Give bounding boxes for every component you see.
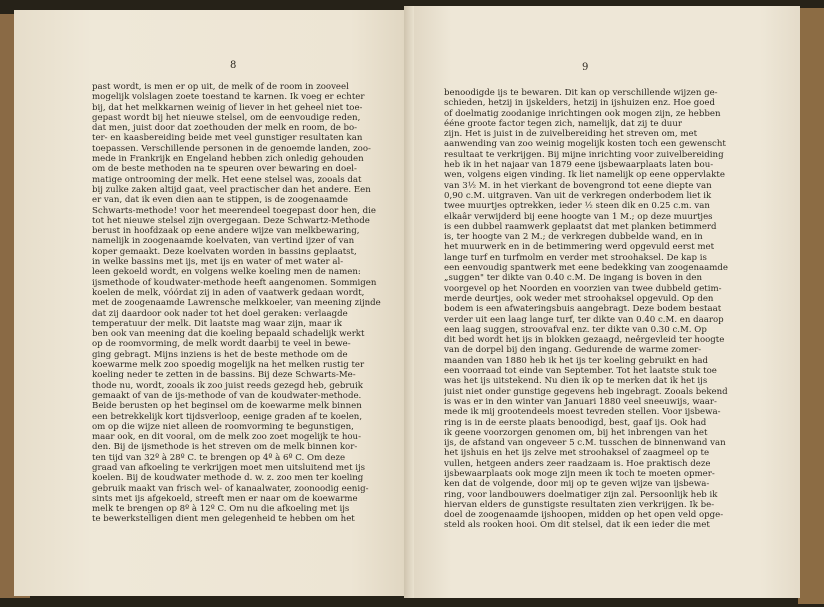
text-line: is een dubbel raamwerk geplaatst dat met planken betimmerd [444,221,717,232]
text-line: temperatuur der melk. Dit laatste mag waar zijn, maar ik [92,318,342,329]
text-line: ijs, de afstand van ongeveer 5 c.M. tusschen de binnenwand van [444,438,726,449]
text-line: een laag suggen, stroovafval enz. ter dikte van 0.30 c.M. Op [444,324,707,335]
text-line: berust in hoofdzaak op eene andere wijze van melkbewaring, [92,226,360,237]
text-line: op de roomvorming, de melk wordt daarbij te veel in bewe- [92,339,351,350]
text-line: maar ook, en dit vooral, om de melk zoo zoet mogelijk te hou- [92,432,361,443]
text-line: het ijshuis en het ijs zelve met stroohaksel of zaagmeel op te [444,448,710,459]
text-line: thode nu, wordt, zooals ik zoo juist reeds gezegd heb, gebruik [92,380,363,391]
page-number: 8 [230,60,237,71]
text-line: gebruik maakt van frisch wel- of kanaalwater, zoonoodig eenig- [92,483,369,494]
text-line: ijsbewaarplaats ook moge zijn meen ik toch te moeten opmer- [444,468,715,479]
text-line: voorgevel op het Noorden en voorzien van twee dubbeld getim- [444,283,722,294]
text-line: ik geene voorzorgen genomen om, bij het inbrengen van het [444,427,708,438]
text-line: Schwarts-methode! voor het meerendeel toegepast door hen, die [92,205,376,216]
text-line: steld als rooken hooi. Om dit stelsel, dat ik een ieder die met [444,520,710,531]
text-line: gemaakt of van de ijs-methode of van de koudwater-methode. [92,390,362,401]
page-number: 9 [582,62,589,73]
text-line: leen gekoeld wordt, en volgens welke koeling men de namen: [92,267,361,278]
text-line: ging gebragt. Mijns inziens is het de beste methode om de [92,349,348,360]
text-line: koelen. Bij de koudwater methode d. w. z. zoo men ter koeling [92,473,364,484]
text-line: maanden van 1880 heb ik het ijs ter koeling gebruikt en had [444,355,709,366]
text-line: mede ik mij grootendeels moest tevreden stellen. Voor ijsbewa- [444,407,721,418]
text-line: was het ijs uitstekend. Nu dien ik op te merken dat ik het ijs [444,376,708,387]
page-body-text [444,88,766,531]
text-line: of doelmatig zoodanige inrichtingen ook mogen zijn, ze hebben [444,108,721,119]
text-line: past wordt, is men er op uit, de melk of de room in zooveel [92,82,349,92]
text-line: te bewerkstelligen dient men gelegenheid te hebben om het [92,514,355,525]
text-line: tot het nieuwe stelsel zijn overgegaan. Deze Schwartz-Methode [92,215,370,226]
text-line: een betrekkelijk kort tijdsverloop, eenige graden af te koelen, [92,411,363,422]
text-line: twee muurtjes optrekken, ieder ½ steen dik en 0.25 c.m. van [444,201,710,212]
text-line: dat zij daardoor ook nader tot het doel geraken: verlaagde [92,308,348,319]
text-line: mede in Frankrijk en Engeland hebben zich onledig gehouden [92,154,364,165]
text-line: resultaat te verkrijgen. Bij mijne inrichting voor zuivelbereiding [444,149,724,160]
text-line: gepast wordt bij het nieuwe stelsel, om de eenvoudige reden, [92,112,361,123]
text-line: hiervan elders de gunstigste resultaten zien verkrijgen. Ik be- [444,499,715,510]
text-line: ter- en kaasbereiding beide met veel gunstiger resultaten kan [92,133,363,144]
page-body-text [92,82,402,525]
text-line: wen, volgens eigen vinding. Ik liet namelijk op eene oppervlakte [444,170,725,181]
text-line: zijn. Het is juist in de zuivelbereiding het streven om, met [444,129,698,140]
text-line: een eenvoudig spantwerk met eene bedekking van zoogenaamde [444,263,728,274]
text-line: ten tijd van 32º à 28º C. te brengen op 4º à 6º C. Om deze [92,452,346,463]
text-line: van 3½ M. in het vierkant de bovengrond tot eene diepte van [444,180,712,191]
text-line: den. Bij de ijsmethode is het streven om de melk binnen kor- [92,442,358,453]
text-line: bodem is een afwateringsbuis aangebragt. Deze bodem bestaat [444,304,722,315]
text-line: melk te brengen op 8º à 12º C. Om nu die afkoeling met ijs [92,504,350,515]
text-line: heb ik in het najaar van 1879 eene ijsbewaarplaats laten bou- [444,160,714,171]
text-line: ring is in de eerste plaats benoodigd, best, gaaf ijs. Ook had [444,417,707,428]
right-page [404,6,800,598]
text-line: bij zulke zaken altijd gaat, veel practischer dan het andere. Een [92,184,371,195]
text-line: mogelijk volslagen zoete toestand te karnen. Ik voeg er echter [92,92,365,103]
text-line: dat men, juist door dat zoethouden der melk en room, de bo- [92,123,358,134]
text-line: koeling neder te zetten in de bassins. Bij deze Schwarts-Me- [92,370,356,381]
text-line: met de zoogenaamde Lawrensche melkkoeler, van meening zijnde [92,298,381,309]
text-line: graad van afkoeling te verkrijgen moet men uitsluitend met ijs [92,462,366,473]
text-line: ben ook van meening dat die koeling bepaald schadelijk werkt [92,329,365,340]
text-line: in welke bassins met ijs, met ijs en water of met water al- [92,257,344,268]
text-line: om de beste methoden na te speuren over bewaring en doel- [92,164,357,175]
text-line: schieden, hetzij in ijskelders, hetzij in ijshuizen enz. Hoe goed [444,98,716,109]
text-line: namelijk in zoogenaamde koelvaten, van vertind ijzer of van [92,236,355,247]
text-line: om op die wijze niet alleen de roomvorming te begunstigen, [92,421,354,432]
text-line: sints met ijs afgekoeld, streeft men er naar om de koewarme [92,493,358,504]
text-line: een voorraad tot einde van September. Tot het laatste stuk toe [444,366,717,377]
text-line: doel de zoogenaamde ijshoopen, midden op het open veld opge- [444,510,724,521]
text-line: aanwending van zoo weinig mogelijk kosten toch een gewenscht [444,139,726,150]
text-line: matige ontrooming der melk. Het eene stelsel was, zooals dat [92,174,362,185]
text-line: verder uit een laag lange turf, ter dikte van 0.40 c.M. en daarop [444,314,724,325]
text-line: ijsmethode of koudwater-methode heeft aangenomen. Sommigen [92,277,377,288]
text-line: koewarme melk zoo spoedig mogelijk na het melken rustig ter [92,360,365,371]
text-line: dit bed wordt het ijs in blokken gezaagd, neêrgevleid ter hoogte [444,335,725,346]
text-line: koelen de melk, vóórdat zij in aden of vaatwerk gedaan wordt, [92,287,365,298]
text-line: Beide berusten op het beginsel om de koewarme melk binnen [92,401,362,412]
text-line: toepassen. Verschillende personen in de genoemde landen, zoo- [92,143,371,154]
book-cover-right-edge [798,8,824,604]
text-line: vullen, hetgeen anders zeer raadzaam is. Hoe praktisch deze [444,458,711,469]
left-page [14,10,410,596]
text-line: „suggen" ter dikte van 0.40 c.M. De ingang is boven in den [444,273,703,284]
text-line: van de dorpel bij den ingang. Gedurende de warme zomer- [444,345,702,356]
text-line: bij, dat het melkkarnen weinig of liever in het geheel niet toe- [92,102,363,113]
text-line: het muurwerk en in de betimmering werd opgevuld eerst met [444,242,715,253]
text-line: is, ter hoogte van 2 M.; de verkregen dubbelde wand, en in [444,232,703,243]
text-line: elkaâr verwijderd bij eene hoogte van 1 M.; op deze muurtjes [444,211,713,222]
text-line: er van, dat ik even dien aan te stippen, is de zoogenaamde [92,195,348,206]
book-gutter [404,6,414,598]
text-line: koper gemaakt. Deze koelvaten worden in bassins geplaatst, [92,246,357,257]
text-line: lange turf en turfmolm en verder met stroohaksel. De kap is [444,252,707,263]
text-line: ééne groote factor tegen zich, namelijk, dat zij te duur [444,118,682,129]
text-line: benoodigde ijs te bewaren. Dit kan op verschillende wijzen ge- [444,88,718,98]
text-line: ken dat de volgende, door mij op te geven wijze van ijsbewa- [444,479,710,490]
text-line: ring, voor landbouwers doelmatiger zijn zal. Persoonlijk heb ik [444,489,718,500]
text-line: juist niet onder gunstige gegevens heb ingebragt. Zooals bekend [444,386,728,397]
text-line: is was er in den winter van Januari 1880 veel sneeuwijs, waar- [444,396,717,407]
text-line: 0,90 c.M. uitgraven. Van uit de verkregen onderbodem liet ik [444,190,712,201]
text-line: merde deurtjes, ook weder met stroohaksel opgevuld. Op den [444,293,714,304]
